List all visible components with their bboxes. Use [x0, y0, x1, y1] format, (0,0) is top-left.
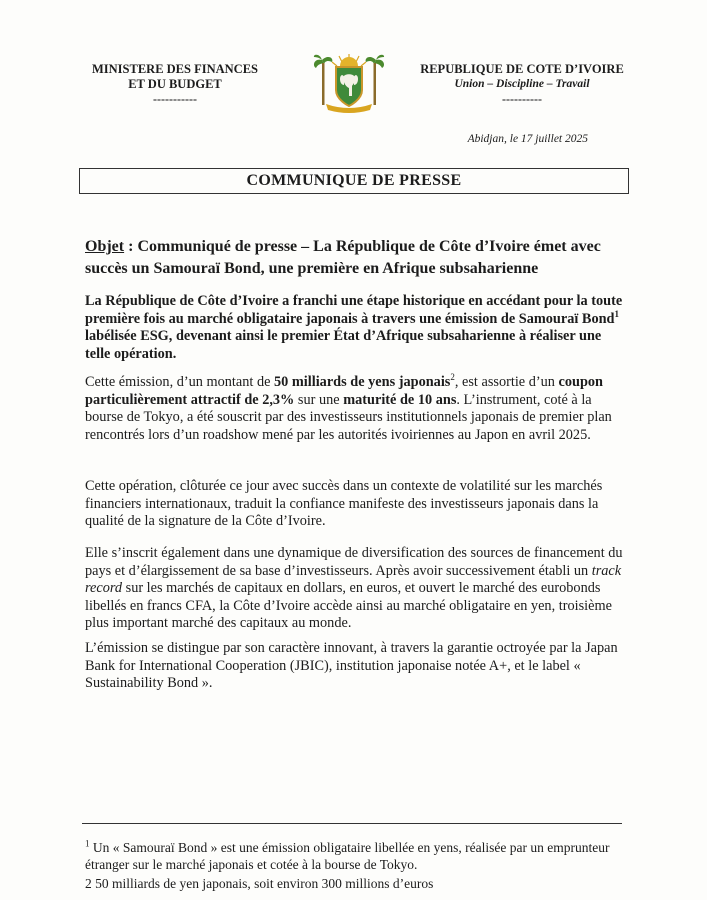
republic-motto: Union – Discipline – Travail — [454, 78, 590, 90]
paragraph-confidence: Cette opération, clôturée ce jour avec succès dans un contexte de volatilité sur les marchés financiers internationaux, traduit la confiance manifeste des investisseurs japonais dans la qualité de la signature de la Côte d’Ivoire. — [85, 478, 603, 530]
ministry-header — [70, 62, 280, 107]
republic-header — [408, 62, 636, 107]
p2-text-1: Cette émission, d’un montant de — [85, 374, 275, 390]
lead-text-1: La République de Côte d’Ivoire a franchi une étape historique en accédant pour la toute première fois au marché obligataire japonais à travers une émission de Samouraï Bond — [85, 293, 623, 327]
ministry-line-1: MINISTERE DES FINANCES — [91, 62, 258, 76]
dateline: Abidjan, le 17 juillet 2025 — [467, 133, 588, 145]
footnote-ref-2: 2 — [450, 372, 455, 383]
p2-amount: 50 milliards de yens japonais — [274, 374, 451, 390]
paragraph-diversification — [85, 545, 630, 633]
p2-coupon: coupon particulièrement attractif de 2,3% — [85, 374, 604, 408]
footnote-2: 2 50 milliards de yen japonais, soit environ 300 millions d’euros — [85, 876, 434, 891]
press-release-title: COMMUNIQUE DE PRESSE — [79, 168, 629, 194]
ministry-dash: ----------- — [153, 92, 197, 106]
subject-line — [85, 236, 645, 280]
paragraph-issuance — [85, 374, 630, 444]
lead-paragraph — [85, 293, 630, 363]
footnote-divider — [82, 823, 622, 824]
coat-of-arms-icon — [310, 52, 388, 114]
footnote-1 — [85, 840, 625, 873]
subject-label: Objet — [85, 238, 125, 255]
footnote-1-text: Un « Samouraï Bond » est une émission obligataire libellée en yens, réalisée par un emprunteur étranger sur le marché japonais et cotée à la bourse de Tokyo. — [85, 840, 610, 872]
p4-text-2: sur les marchés de capitaux en dollars, en euros, et ouvert le marché des eurobonds libellés en francs CFA, la Côte d’Ivoire accède ainsi au marché obligataire en yen, troisième plus important marché des capitaux au monde. — [85, 580, 612, 632]
p2-text-2: , est assortie d’un — [454, 374, 559, 390]
p2-text-4: . L’instrument, coté à la bourse de Tokyo, a été souscrit par des investisseurs institutionnels japonais de premier plan rencontrés lors d’un roadshow mené par les autorités ivoiriennes au Japon en avril 2025. — [85, 391, 612, 443]
footnote-1-marker: 1 — [85, 838, 90, 849]
p4-text-1: Elle s’inscrit également dans une dynamique de diversification des sources de financement du pays et d’élargissement de sa base d’investisseurs. Après avoir successivement établi un — [85, 545, 623, 579]
lead-text-2: labélisée ESG, devenant ainsi le premier État d’Afrique subsaharienne à réaliser une telle opération. — [85, 328, 602, 362]
p2-text-3: sur une — [294, 391, 344, 408]
subject-text: : Communiqué de presse – La République de Côte d’Ivoire émet avec succès un Samouraï Bond, une première en Afrique subsaharienne — [85, 238, 601, 277]
republic-line-1: REPUBLIQUE DE COTE D’IVOIRE — [420, 62, 624, 76]
footnote-ref-1: 1 — [614, 308, 620, 319]
p4-track-record: track record — [85, 562, 622, 597]
ministry-line-2: ET DU BUDGET — [128, 77, 222, 91]
p2-maturity: maturité de 10 ans — [343, 391, 457, 408]
paragraph-innovation: L’émission se distingue par son caractère innovant, à travers la garantie octroyée par la Japan Bank for International Cooperation (JBIC), institution japonaise notée A+, et le label « Sustainability Bond ». — [85, 640, 618, 692]
republic-dash: ---------- — [502, 92, 542, 106]
